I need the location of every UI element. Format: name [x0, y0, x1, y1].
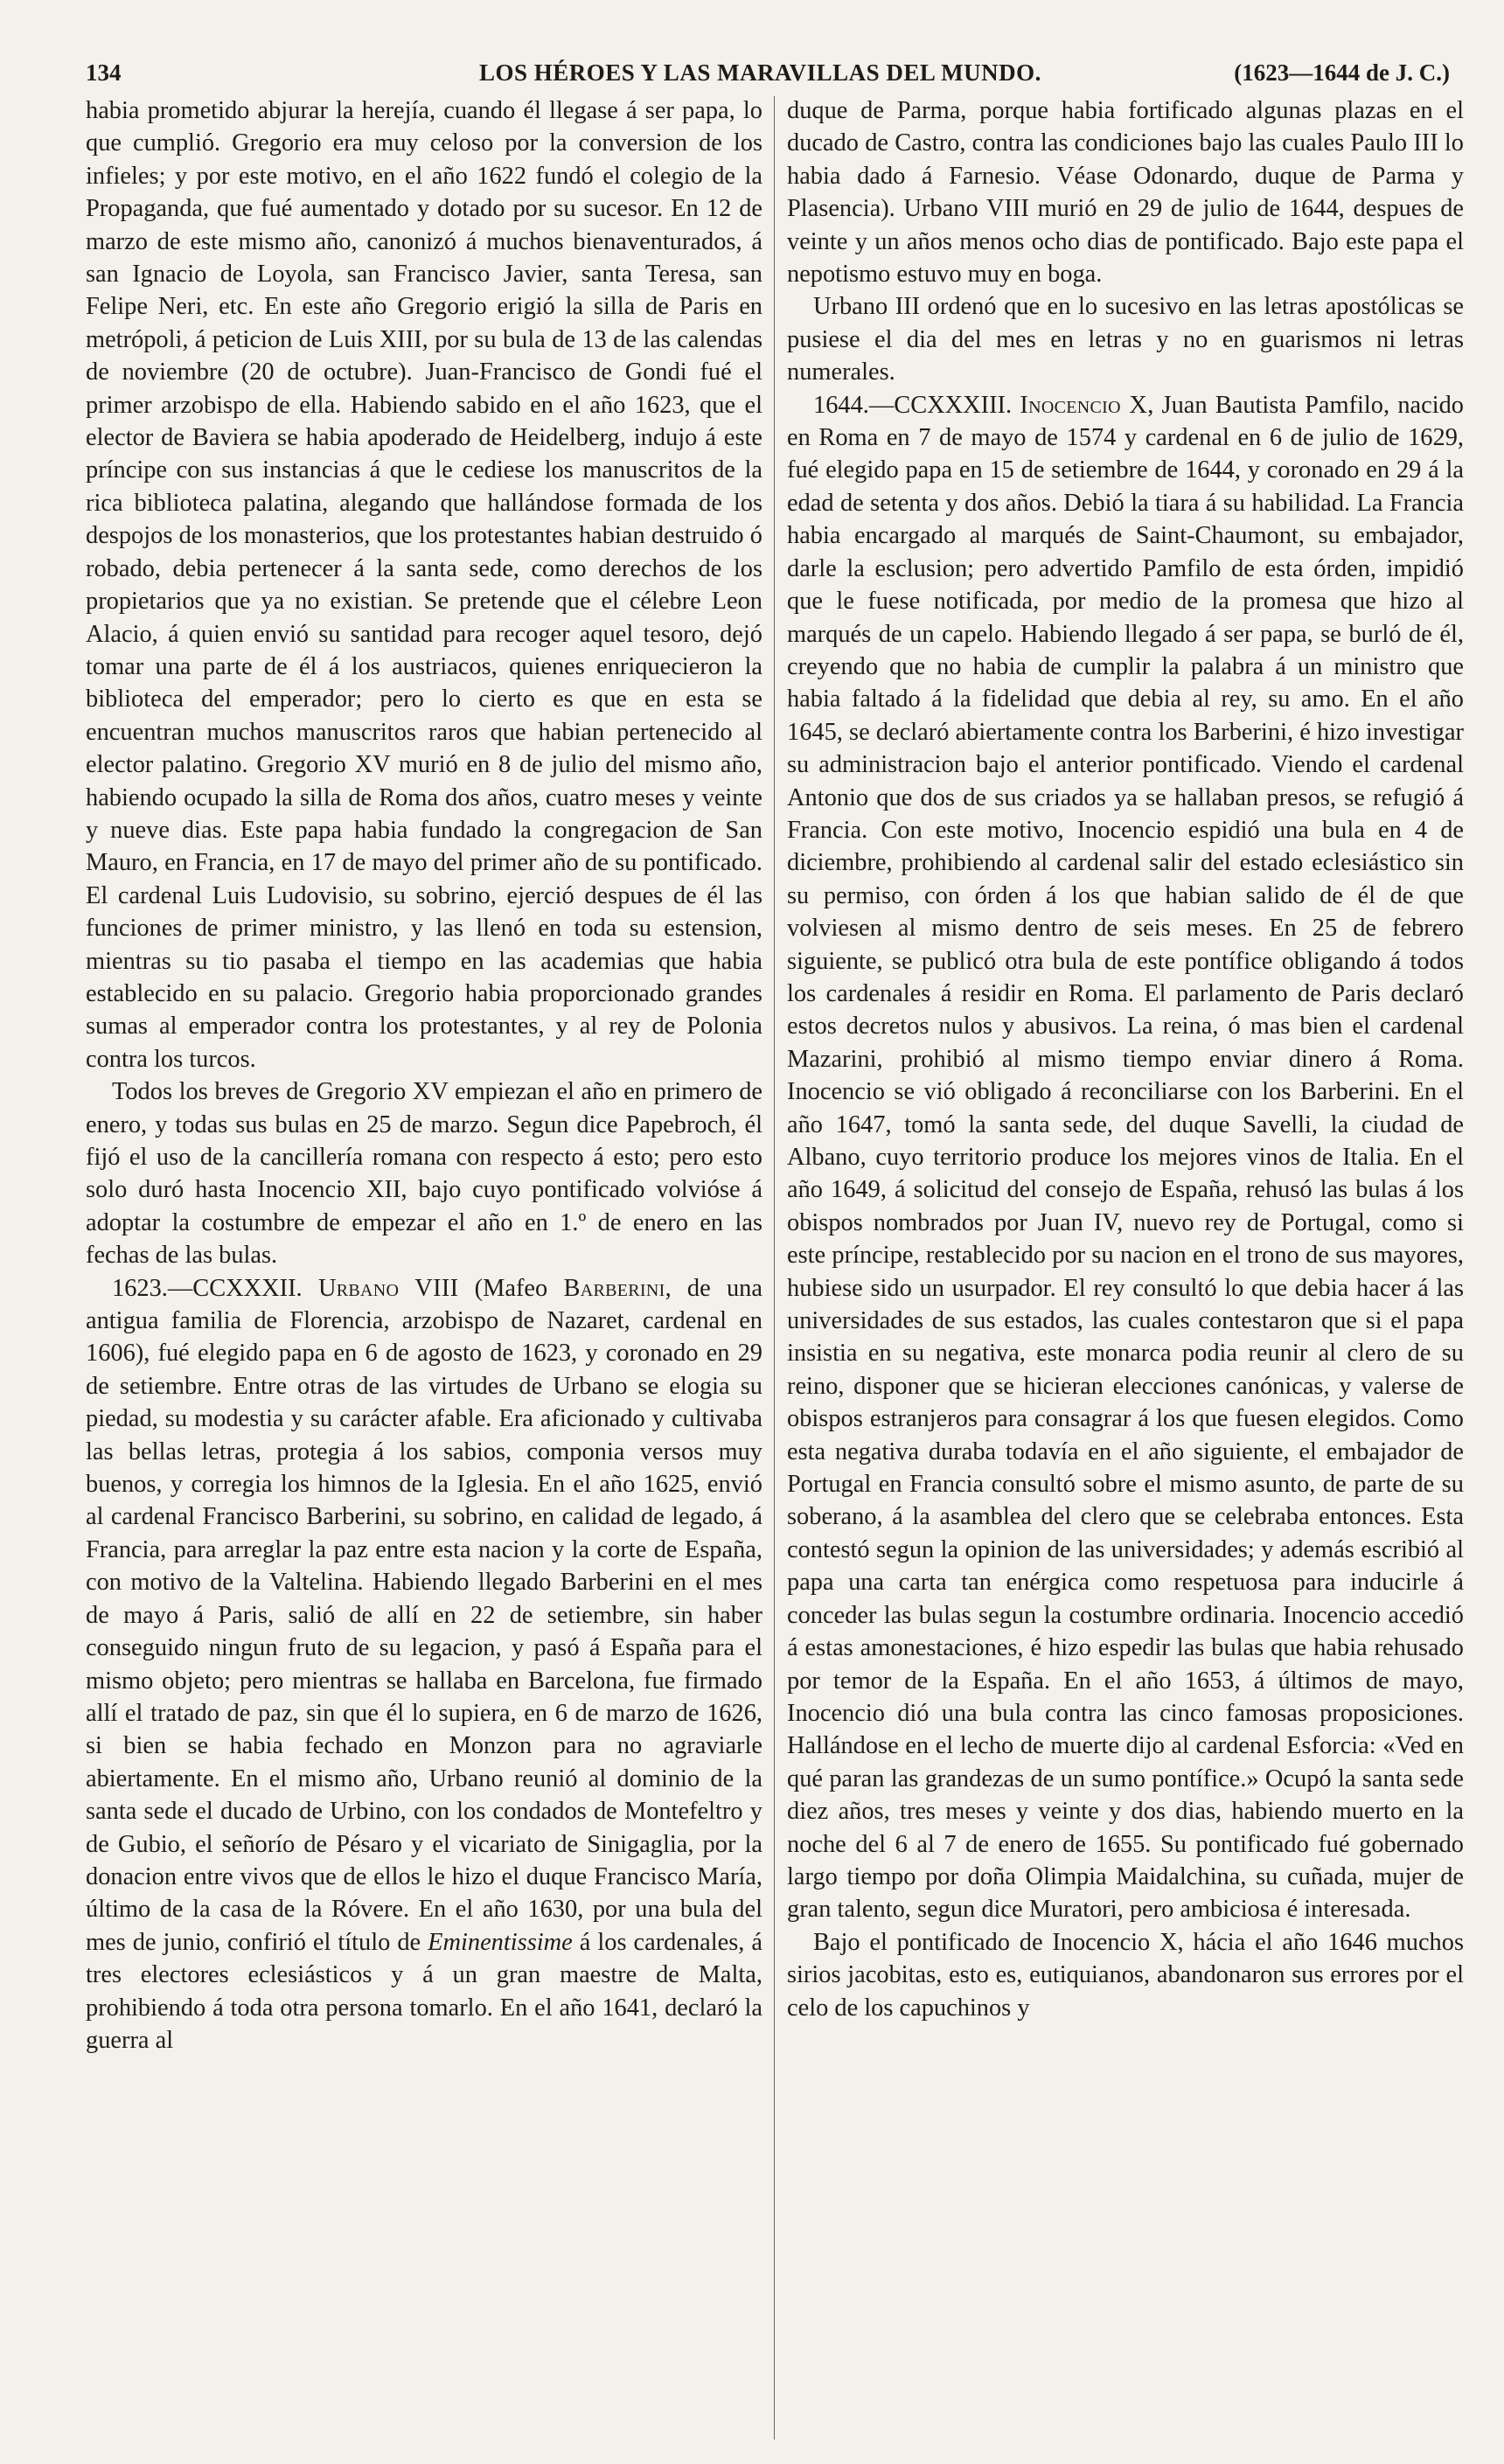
page-number: 134 [86, 59, 122, 86]
entry-urbano-viii [86, 1272, 762, 2057]
pope-name: Inocencio X [1020, 391, 1148, 419]
running-title: LOS HÉROES Y LAS MARAVILLAS DEL MUNDO. [479, 59, 1041, 86]
entry-text: , de una antigua familia de Florencia, arzobispo de Nazaret, cardenal en 1606), fué elegido papa en 6 de agosto de 1623, y coronado en 29 de setiembre. Entre otras de las virtudes de Urbano se elogia su piedad, su modestia y su carácter afable. Era aficionado y cultivaba las bellas letras, protegia á los sabios, componia versos muy buenos, y corregia los himnos de la Iglesia. En el año 1625, envió al cardenal Francisco Barberini, su sobrino, en calidad de legado, á Francia, para arreglar la paz entre esta nacion y la corte de España, con motivo de la Valtelina. Habiendo llegado Barberini en el mes de mayo á Paris, salió de allí en 22 de setiembre, sin haber conseguido ningun fruto de su legacion, y pasó á España para el mismo objeto; pero mientras se hallaba en Barcelona, fue firmado allí el tratado de paz, sin que él lo supiera, en 6 de marzo de 1626, si bien se habia fechado en Monzon para no agraviarle abiertamente. En el mismo año, Urbano reunió al dominio de la santa sede el ducado de Urbino, con los condados de Montefeltro y de Gubio, el señorío de Pésaro y el vicariato de Sinigaglia, por la donacion entre vivos que de ellos le hizo el duque Francisco María, último de la casa de la Róvere. En el año 1630, por una bula del mes de junio, confirió el título de [86, 1274, 762, 1956]
entry-text: , Juan Bautista Pamfilo, nacido en Roma en 7 de mayo de 1574 y cardenal en 6 de julio de 1629, fué elegido papa en 15 de setiembre de 1644, y coronado en 29 á la edad de setenta y dos años. Debió la tiara á su habilidad. La Francia habia encargado al marqués de Saint-Chaumont, su embajador, darle la esclusion; pero advertido Pamfilo de esta órden, impidió que le fuese notificada, por medio de la promesa que hizo al marqués de un capelo. Habiendo llegado á ser papa, se burló de él, creyendo que no habia de cumplir la palabra á un ministro que habia faltado á la fidelidad que debia al rey, su amo. En el año 1645, se declaró abiertamente contra los Barberini, é hizo investigar su administracion bajo el anterior pontificado. Viendo el cardenal Antonio que dos de sus criados ya se hallaban presos, se refugió á Francia. Con este motivo, Inocencio espidió una bula en 4 de diciembre, prohibiendo al cardenal salir del estado eclesiástico sin su permiso, con órden á los que habian salido de él de que volviesen al mismo dentro de seis meses. En 25 de febrero siguiente, se publicó otra bula de este pontífice obligando á todos los cardenales á residir en Roma. El parlamento de Paris declaró estos decretos nulos y abusivos. La reina, ó mas bien el cardenal Mazarini, prohibió al mismo tiempo enviar dinero á Roma. Inocencio se vió obligado á reconciliarse con los Barberini. En el año 1647, tomó la santa sede, del duque Savelli, la ciudad de Albano, cuyo territorio produce los mejores vinos de Italia. En el año 1649, á solicitud del consejo de España, rehusó las bulas á los obispos nombrados por Juan IV, nuevo rey de Portugal, como si este príncipe, restablecido por su nacion en el trono de sus mayores, hubiese sido un usurpador. El rey consultó lo que debia hacer á las universidades de sus estados, las cuales contestaron que si el papa insistia en su negativa, este monarca podia reunir al clero de su reino, disponer que se hicieran elecciones canónicas, y valerse de obispos estranjeros para consagrar á los que fuesen elegidos. Como esta negativa duraba todavía en el año siguiente, el embajador de Portugal en Francia consultó sobre el mismo asunto, de parte de su soberano, á la asamblea del clero que se celebraba entonces. Esta contestó segun la opinion de las universidades; y además escribió al papa una carta tan enérgica como respetuosa para inducirle á conceder las bulas segun la costumbre ordinaria. Inocencio accedió á estas amonestaciones, é hizo espedir las bulas que habia rehusado por temor de la España. En el año 1653, á últimos de mayo, Inocencio dió una bula contra las cinco famosas proposiciones. Hallándose en el lecho de muerte dijo al cardenal Esforcia: «Ved en qué paran las grandezas de un sumo pontífice.» Ocupó la santa sede diez años, tres meses y veinte y dos dias, habiendo muerto en la noche del 6 al 7 de enero de 1655. Su pontificado fué gobernado largo tiempo por doña Olimpia Maidalchina, su cuñada, mujer de gran talento, segun dice Muratori, pero ambiciosa é interesada. [787, 391, 1464, 1924]
paragraph: habia prometido abjurar la herejía, cuando él llegase á ser papa, lo que cumplió. Gregorio era muy celoso por la conversion de los infieles; y por este motivo, en el año 1622 fundó el colegio de la Propaganda, que fué aumentado y dotado por su sucesor. En 12 de marzo de este mismo año, canonizó á muchos bienaventurados, á san Ignacio de Loyola, san Francisco Javier, santa Teresa, san Felipe Neri, etc. En este año Gregorio erigió la silla de Paris en metrópoli, á peticion de Luis XIII, por su bula de 13 de las calendas de noviembre (20 de octubre). Juan-Francisco de Gondi fué el primer arzobispo de ella. Habiendo sabido en el año 1623, que el elector de Baviera se habia apoderado de Heidelberg, indujo á este príncipe con sus instancias á que le cediese los manuscritos de la rica biblioteca palatina, alegando que hallándose formada de los despojos de los monasterios, que los protestantes habian destruido ó robado, debia pertenecer á la santa sede, como derechos de los propietarios que ya no existian. Se pretende que el célebre Leon Alacio, á quien envió su santidad para recoger aquel tesoro, dejó tomar una parte de él á los austriacos, quienes enriquecieron la biblioteca del emperador; pero lo cierto es que en esta se encuentran muchos manuscritos raros que habian pertenecido al elector palatino. Gregorio XV murió en 8 de julio del mismo año, habiendo ocupado la silla de Roma dos años, cuatro meses y veinte y nueve dias. Este papa habia fundado la congregacion de San Mauro, en Francia, en 17 de mayo del primer año de su pontificado. El cardenal Luis Ludovisio, su sobrino, ejerció despues de él las funciones de primer ministro, y las llenó en toda su estension, mientras su tio pasaba el tiempo en las academias que habia establecido en su palacio. Gregorio habia proporcionado grandes sumas al emperador contra los protestantes, y al rey de Polonia contra los turcos. [86, 97, 762, 1073]
date-range: (1623—1644 de J. C.) [1234, 59, 1450, 86]
right-column [787, 94, 1464, 2447]
family-name: Barberini [563, 1274, 665, 1302]
entry-paren: (Mafeo [474, 1274, 548, 1302]
pope-name: Urbano VIII [317, 1274, 459, 1302]
running-header [86, 56, 1450, 94]
paragraph: Bajo el pontificado de Inocencio X, hácia el año 1646 muchos sirios jacobitas, esto es, eutiquianos, abandonaron sus errores por el celo de los capuchinos y [787, 1928, 1464, 2022]
entry-inocencio-x [787, 389, 1464, 1926]
paragraph: Todos los breves de Gregorio XV empiezan el año en primero de enero, y todas sus bulas en 25 de marzo. Segun dice Papebroch, él fijó el uso de la cancillería romana con respecto á esto; pero esto solo duró hasta Inocencio XII, bajo cuyo pontificado volvióse á adoptar la costumbre de empezar el año en 1.º de enero en las fechas de las bulas. [86, 1078, 762, 1270]
left-column [86, 94, 762, 2447]
entry-number: 1623.—CCXXXII. [112, 1274, 303, 1302]
title-term: Eminentissime [428, 1928, 573, 1956]
column-divider [774, 96, 775, 2440]
entry-text-tail: á los cardenales, á tres electores eclesiásticos y á un gran maestre de Malta, prohibiendo á toda otra persona tomarlo. En el año 1641, declaró la guerra al [86, 1928, 762, 2054]
paragraph: duque de Parma, porque habia fortificado algunas plazas en el ducado de Castro, contra las condiciones bajo las cuales Paulo III lo habia dado á Farnesio. Véase Odonardo, duque de Parma y Plasencia). Urbano VIII murió en 29 de julio de 1644, despues de veinte y un años menos ocho dias de pontificado. Bajo este papa el nepotismo estuvo muy en boga. [787, 97, 1464, 289]
paragraph: Urbano III ordenó que en lo sucesivo en las letras apostólicas se pusiese el dia del mes en letras y no en guarismos ni letras numerales. [787, 293, 1464, 386]
entry-number: 1644.—CCXXXIII. [813, 391, 1013, 419]
